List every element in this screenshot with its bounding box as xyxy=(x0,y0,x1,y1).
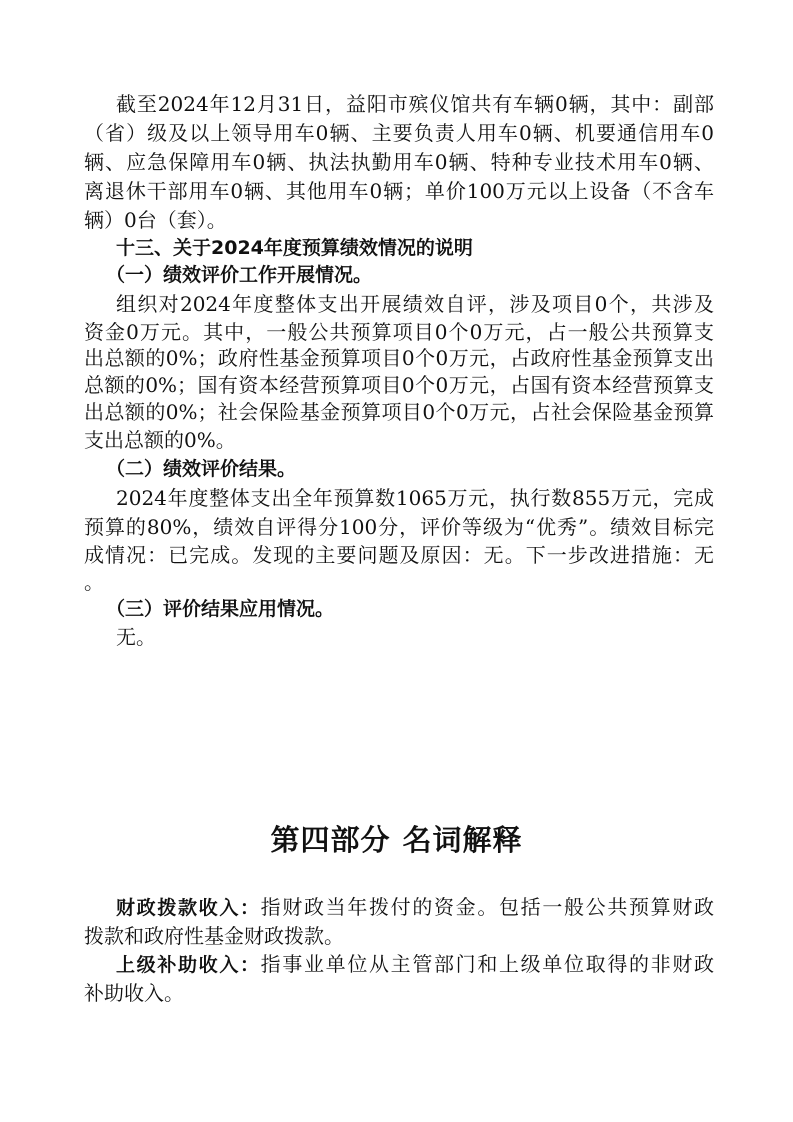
text-line: 2024年度整体支出全年预算数1065万元，执行数855万元，完成 xyxy=(116,486,714,510)
text-line: 资金0万元。其中，一般公共预算项目0个0万元，占一般公共预算支 xyxy=(84,320,714,344)
definition-term: 财政拨款收入： xyxy=(116,897,261,919)
text-line: 成情况：已完成。发现的主要问题及原因：无。下一步改进措施：无 xyxy=(84,543,714,567)
section-heading: 十三、关于2024年度预算绩效情况的说明 xyxy=(116,237,473,259)
part-title-name: 名词解释 xyxy=(402,823,523,857)
part-title-number: 第四部分 xyxy=(270,823,391,857)
text-line: （省）级及以上领导用车0辆、主要负责人用车0辆、机要通信用车0 xyxy=(84,121,714,145)
text-line: 无。 xyxy=(116,625,156,649)
definition-line xyxy=(116,893,714,922)
text-line: 出总额的0%；政府性基金预算项目0个0万元，占政府性基金预算支出 xyxy=(84,346,714,370)
subsection-heading: （一）绩效评价工作开展情况。 xyxy=(106,264,373,286)
text-line: 出总额的0%；社会保险基金预算项目0个0万元，占社会保险基金预算 xyxy=(84,400,714,424)
definition-text: 指财政当年拨付的资金。包括一般公共预算财政 xyxy=(260,895,714,919)
subsection-heading: （三）评价结果应用情况。 xyxy=(106,598,335,620)
text-line: 离退休干部用车0辆、其他用车0辆；单价100万元以上设备（不含车 xyxy=(84,179,714,203)
definition-text: 指事业单位从主管部门和上级单位取得的非财政 xyxy=(260,952,714,976)
definition-term: 上级补助收入： xyxy=(116,954,261,976)
text-line: 拨款和政府性基金财政拨款。 xyxy=(84,924,344,948)
text-line: 。 xyxy=(84,570,104,594)
text-line: 辆、应急保障用车0辆、执法执勤用车0辆、特种专业技术用车0辆、 xyxy=(84,150,714,174)
part-title xyxy=(0,818,793,859)
text-line: 支出总额的0%。 xyxy=(84,428,236,452)
text-line: 截至2024年12月31日，益阳市殡仪馆共有车辆0辆，其中：副部 xyxy=(116,92,714,116)
text-line: 组织对2024年度整体支出开展绩效自评，涉及项目0个，共涉及 xyxy=(116,292,714,316)
text-line: 辆）0台（套）。 xyxy=(84,208,227,232)
text-line: 总额的0%；国有资本经营预算项目0个0万元，占国有资本经营预算支 xyxy=(84,373,714,397)
definition-line xyxy=(116,950,714,979)
text-line: 预算的80%，绩效自评得分100分，评价等级为“优秀”。绩效目标完 xyxy=(84,515,714,539)
subsection-heading: （二）绩效评价结果。 xyxy=(106,458,297,480)
text-line: 补助收入。 xyxy=(84,981,184,1005)
